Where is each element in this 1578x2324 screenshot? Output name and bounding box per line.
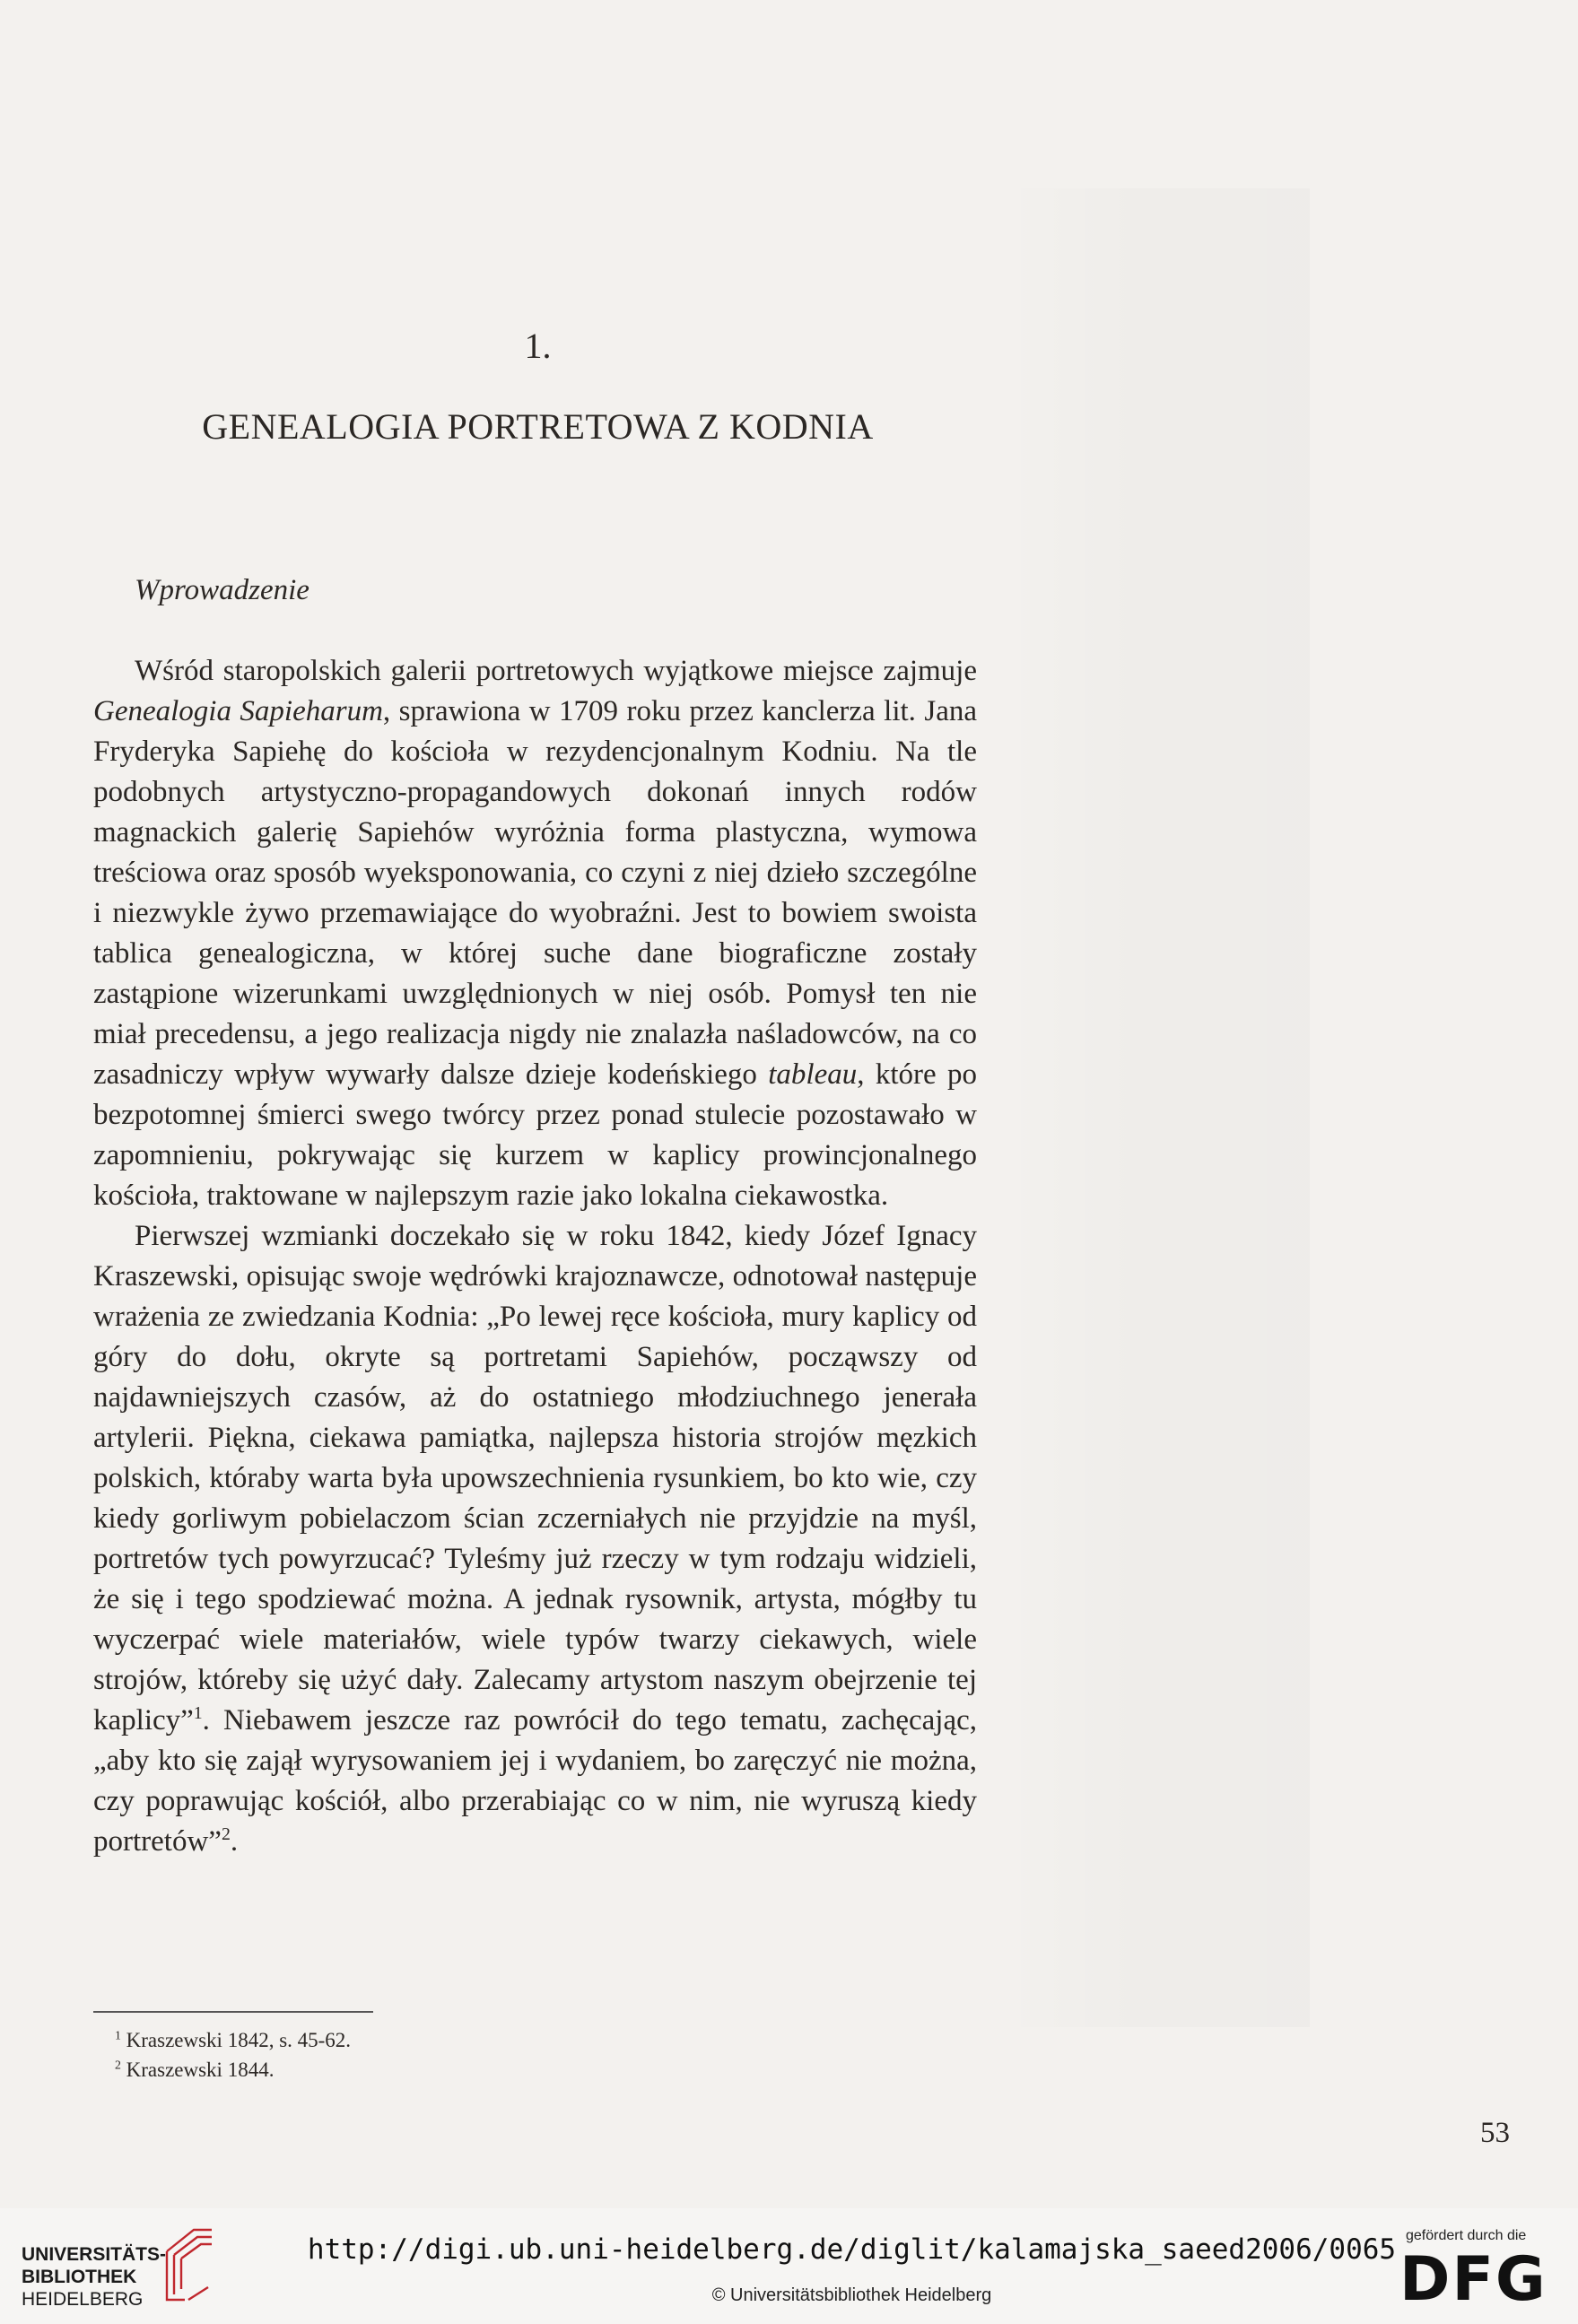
footnote-number: 1 bbox=[115, 2028, 121, 2042]
footnote bbox=[115, 2055, 351, 2085]
paragraph bbox=[93, 1216, 977, 1862]
body-text bbox=[93, 651, 977, 1862]
text-run: , sprawiona w 1709 roku przez kanclerza lit. Jana Fryderyka Sapiehę do kościoła w rezydencjonalnym Kodniu. Na tle podobnych artystyczno-propagandowych dokonań innych rodów magnackich galerię Sapiehów wyróżnia forma plastyczna, wymowa treściowa oraz sposób wyeksponowania, co czyni z niej dzieło szczególne i niezwykle żywo przemawiające do wyobraźni. Jest to bowiem swoista tablica genealogiczna, w której suche dane biograficzne zostały zastąpione wizerunkami uwzględnionych w niej osób. Pomysł ten nie miał precedensu, a jego realizacja nigdy nie znalazła naśladowców, na co zasadniczy wpływ wywarły dalsze dzieje kodeńskiego bbox=[93, 695, 977, 1091]
footnote-ref: 2 bbox=[221, 1824, 231, 1844]
footnote-divider bbox=[93, 2011, 373, 2013]
text-run: . bbox=[230, 1825, 239, 1858]
section-heading: Wprowadzenie bbox=[135, 574, 309, 606]
show-through-shadow bbox=[1005, 188, 1310, 2027]
copyright-notice: © Universitätsbibliothek Heidelberg bbox=[711, 2285, 992, 2305]
footnote bbox=[115, 2025, 351, 2055]
permalink-url[interactable]: http://digi.ub.uni-heidelberg.de/diglit/kalamajska_saeed2006/0065 bbox=[307, 2233, 1397, 2266]
library-name-line: HEIDELBERG bbox=[22, 2289, 144, 2310]
italic-title: tableau bbox=[768, 1058, 858, 1091]
footnote-ref: 1 bbox=[193, 1703, 203, 1723]
footnote-text: Kraszewski 1844. bbox=[120, 2059, 275, 2081]
dfg-logo: DFG bbox=[1399, 2244, 1547, 2315]
footnote-text: Kraszewski 1842, s. 45-62. bbox=[120, 2029, 352, 2051]
paragraph bbox=[93, 651, 977, 1216]
footnote-number: 2 bbox=[115, 2058, 121, 2072]
library-name-line: UNIVERSITÄTS- bbox=[22, 2244, 167, 2265]
page-number: 53 bbox=[1480, 2117, 1510, 2149]
text-run: . Niebawem jeszcze raz powrócił do tego tematu, zachęcając, „aby kto się zajął wyrysowaniem jej i wydaniem, bo zaręczyć nie można, czy poprawując kościół, albo przerabiając co w nim, nie wyruszą kiedy portretów” bbox=[93, 1704, 977, 1858]
library-name-line: BIBLIOTHEK bbox=[22, 2267, 137, 2287]
funding-caption: gefördert durch die bbox=[1406, 2228, 1527, 2243]
footnotes bbox=[115, 2025, 351, 2085]
italic-title: Genealogia Sapieharum bbox=[93, 695, 383, 727]
text-run: Wśród staropolskich galerii portretowych wyjątkowe miejsce zajmuje bbox=[135, 655, 977, 687]
text-run: Pierwszej wzmianki doczekało się w roku 1842, kiedy Józef Ignacy Kraszewski, opisując swoje wędrówki krajoznawcze, odnotował następuje wrażenia ze zwiedzania Kodnia: „Po lewej ręce kościoła, mury kaplicy od góry do dołu, okryte są portretami Sapiehów, począwszy od najdawniejszych czasów, aż do ostatniego młodziuchnego jenerała artylerii. Piękna, ciekawa pamiątka, najlepsza historia strojów męzkich polskich, któraby warta była upowszechnienia rysunkiem, bo kto wie, czy kiedy gorliwym pobielaczom ścian zczerniałych nie przyjdzie na myśl, portretów tych powyrzucać? Tyleśmy już rzeczy w tym rodzaju widzieli, że się i tego spodziewać można. A jednak rysownik, artysta, mógłby tu wyczerpać wiele materiałów, wiele typów twarzy ciekawych, wiele strojów, któreby się użyć dały. Zalecamy artystom naszym obejrzenie tej kaplicy” bbox=[93, 1220, 977, 1736]
digitization-footer bbox=[0, 2208, 1578, 2324]
chapter-title: GENEALOGIA PORTRETOWA Z KODNIA bbox=[202, 406, 874, 447]
chapter-number: 1. bbox=[524, 326, 552, 366]
text-run: , które po bezpotomnej śmierci swego twórcy przez ponad stulecie pozostawało w zapomnieniu, pokrywając się kurzem w kaplicy prowincjonalnego kościoła, traktowane w najlepszym razie jako lokalna ciekawostka. bbox=[93, 1058, 977, 1212]
